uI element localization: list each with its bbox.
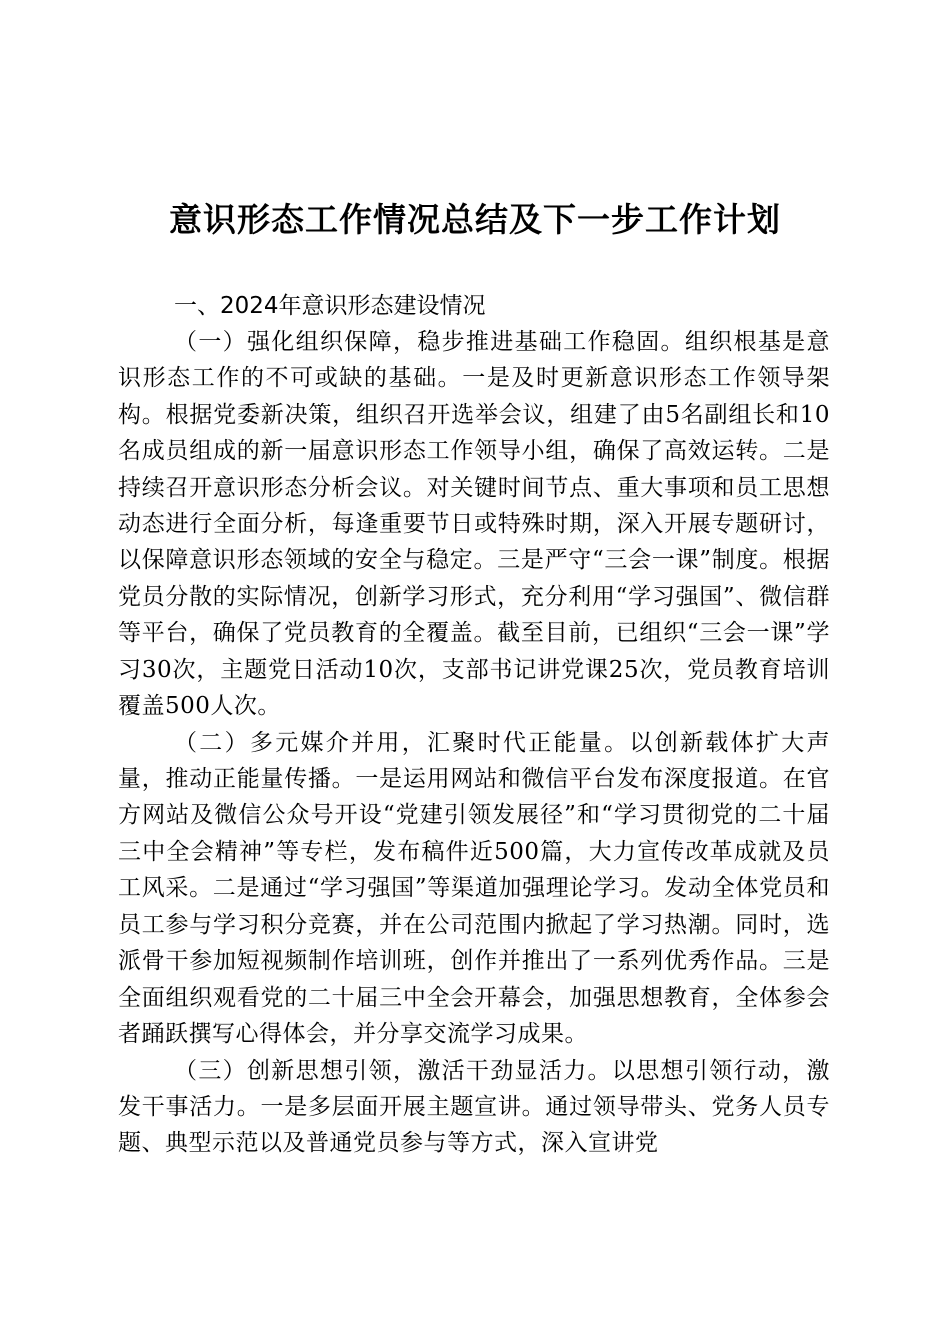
paragraph-2: （二）多元媒介并用，汇聚时代正能量。以创新载体扩大声量，推动正能量传播。一是运用网站和微信平台发布深度报道。在官方网站及微信公众号开设“党建引领发展径”和“学习贯彻党的二十届三中全会精神”等专栏，发布稿件近500篇，大力宣传改革成就及员工风采。二是通过“学习强国”等渠道加强理论学习。发动全体党员和员工参与学习积分竞赛，并在公司范围内掀起了学习热潮。同时，选派骨干参加短视频制作培训班，创作并推出了一系列优秀作品。三是全面组织观看党的二十届三中全会开幕会，加强思想教育，全体参会者踊跃撰写心得体会，并分享交流学习成果。 <box>118 729 830 1047</box>
document-title: 意识形态工作情况总结及下一步工作计划 <box>169 200 781 239</box>
document-body <box>118 288 830 1162</box>
paragraph-3: （三）创新思想引领，激活干劲显活力。以思想引领行动，激发干事活力。一是多层面开展主题宣讲。通过领导带头、党务人员专题、典型示范以及普通党员参与等方式，深入宣讲党 <box>118 1057 830 1157</box>
paragraph-1: （一）强化组织保障，稳步推进基础工作稳固。组织根基是意识形态工作的不可或缺的基础。一是及时更新意识形态工作领导架构。根据党委新决策，组织召开选举会议，组建了由5名副组长和10名成员组成的新一届意识形态工作领导小组，确保了高效运转。二是持续召开意识形态分析会议。对关键时间节点、重大事项和员工思想动态进行全面分析，每逢重要节日或特殊时期，深入开展专题研讨，以保障意识形态领域的安全与稳定。三是严守“三会一课”制度。根据党员分散的实际情况，创新学习形式，充分利用“学习强国”、微信群等平台，确保了党员教育的全覆盖。截至目前，已组织“三会一课”学习30次，主题党日活动10次，支部书记讲党课25次，党员教育培训覆盖500人次。 <box>118 329 830 720</box>
section-heading: 一、2024年意识形态建设情况 <box>174 293 486 319</box>
